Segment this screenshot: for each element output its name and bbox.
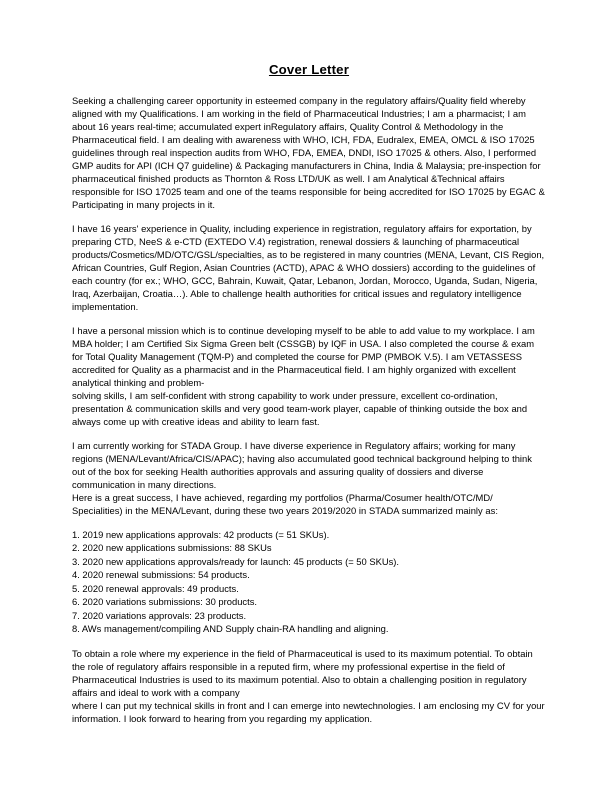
list-item: 1. 2019 new applications approvals: 42 products (= 51 SKUs). — [72, 528, 330, 540]
paragraph-current-role: I am currently working for STADA Group. I have diverse experience in Regulatory affairs; working for many regions (MENA/Levant/Africa/CIS/APAC); having also accumulated good technical background helping to think out of the box for seeking Health authorities approvals and assuring quality of dossiers and diverse communication in many directions. — [72, 439, 532, 490]
paragraph-intro: Seeking a challenging career opportunity in esteemed company in the regulatory affairs/Quality field whereby aligned with my Qualifications. I am working in the field of Pharmaceutical Industries; I am a pharmacist; I am about 16 years real-time; accumulated expert inRegulatory affairs, Quality Control & Methodology in the Pharmaceutical field. I am dealing with awareness with WHO, ICH, FDA, Eudralex, EMEA, OMCL & ISO 17025 guidelines through real inspection audits from WHO, FDA, EMEA, DNDI, ISO 17025 & others. Also, I performed GMP audits for API (ICH Q7 guideline) & Packaging manufacturers in China, India & Malaysia; pre-inspection for pharmaceutical finished products as Thornton & Ross LTD/UK as well. I am Analytical &Technical affairs responsible for ISO 17025 team and one of the teams responsible for being accredited for ISO 17025 by EGAC & Participating in many projects in it. — [72, 94, 545, 210]
document-body — [72, 62, 546, 736]
paragraph-closing: where I can put my technical skills in front and I can emerge into newtechnologies. I am enclosing my CV for your information. I look forward to hearing from you regarding my application. — [72, 700, 545, 725]
achievements-list — [72, 528, 546, 636]
paragraph-skills: solving skills, I am self-confident with strong capability to work under pressure, excellent co-ordination, presentation & communication skills and very good team-work player, capable of thinking outside the box and always come up with creative ideas and ability to learn fast. — [72, 389, 528, 427]
list-item: 2. 2020 new applications submissions: 88 SKUs — [72, 542, 272, 554]
paragraph-achievements-intro: Here is a great success, I have achieved, regarding my portfolios (Pharma/Cosumer health/OTC/MD/ Specialities) in the MENA/Levant, during these two years 2019/2020 in STADA summarized mainly as: — [72, 491, 498, 516]
paragraph-experience: I have 16 years' experience in Quality, including experience in registration, regulatory affairs for exportation, by preparing CTD, NeeS & e-CTD (EXTEDO V.4) registration, renewal dossiers & launching of pharmaceutical products/Cosmetics/MD/OTC/GSL/specialties, as to be registered in many countries (MENA, Levant, CIS Region, African Countries, Gulf Region, Asian Countries (ACTD), APAC & WHO dossiers) according to the guidelines of each country (for ex.; WHO, GCC, Bahrain, Kuwait, Qatar, Lebanon, Jordan, Morocco, Uganda, Sudan, Nigeria, Iraq, Azerbaijan, Croatia…). Able to challenge health authorities for critical issues and regulatory intelligence implementation. — [72, 222, 545, 312]
list-item: 5. 2020 renewal approvals: 49 products. — [72, 582, 239, 594]
paragraph-objective: To obtain a role where my experience in the field of Pharmaceutical is used to its maximum potential. To obtain the role of regulatory affairs responsible in a reputed firm, where my professional expertise in the field of Pharmaceutical Industries is used to its maximum potential. Also to obtain a challenging position in regulatory affairs and ideal to work with a company — [72, 648, 533, 699]
list-item: 3. 2020 new applications approvals/ready for launch: 45 products (= 50 SKUs). — [72, 555, 400, 567]
page-title: Cover Letter — [268, 62, 350, 77]
paragraph-personal-mission: I have a personal mission which is to continue developing myself to be able to add value to my workplace. I am MBA holder; I am Certified Six Sigma Green belt (CSSGB) by IQF in USA. I also completed the course & exam for Total Quality Management (TQM-P) and completed the course for PMP (PMBOK V.5). I am VETASSESS accredited for Quality as a pharmacist and in the Pharmaceutical field. I am highly organized with excellent analytical thinking and problem- — [72, 324, 535, 388]
list-item: 8. AWs management/compiling AND Supply chain-RA handling and aligning. — [72, 623, 389, 635]
list-item: 4. 2020 renewal submissions: 54 products. — [72, 569, 250, 581]
list-item: 7. 2020 variations approvals: 23 products. — [72, 609, 247, 621]
list-item: 6. 2020 variations submissions: 30 products. — [72, 596, 257, 608]
